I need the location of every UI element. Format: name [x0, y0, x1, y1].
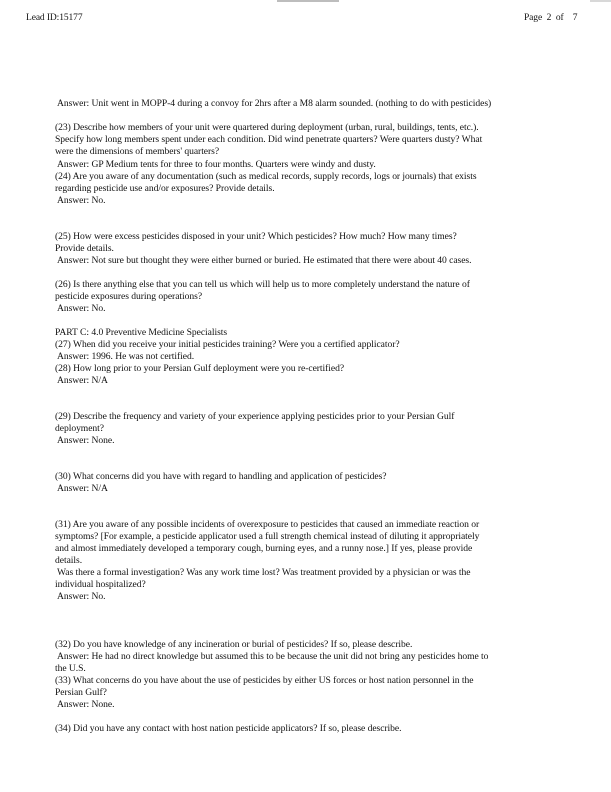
text-line: Answer: None. [57, 435, 115, 446]
text-line: Answer: Not sure but thought they were either burned or buried. He estimated that there were about 40 cases. [57, 255, 472, 266]
text-line: the U.S. [55, 663, 86, 674]
scan-artifact [277, 0, 339, 2]
text-line: (27) When did you receive your initial pesticides training? Were you a certified applicator? [55, 339, 400, 350]
text-line: Answer: Unit went in MOPP-4 during a convoy for 2hrs after a M8 alarm sounded. (nothing to do with pesticides) [57, 98, 492, 109]
text-line: Answer: No. [57, 195, 106, 206]
text-line: (33) What concerns do you have about the use of pesticides by either US forces or host nation personnel in the [55, 675, 474, 686]
text-line: deployment? [55, 423, 105, 434]
text-line: (28) How long prior to your Persian Gulf deployment were you re-certified? [55, 363, 345, 374]
page-total: 7 [572, 13, 578, 23]
text-line: Specify how long members spent under each condition. Did wind penetrate quarters? Were quarters dusty? What [55, 134, 483, 145]
text-line: PART C: 4.0 Preventive Medicine Specialists [55, 327, 228, 338]
text-line: and almost immediately developed a temporary cough, burning eyes, and a runny nose.] If yes, please provide [55, 543, 473, 554]
text-line: were the dimensions of members' quarters? [55, 146, 220, 157]
text-line: Answer: No. [57, 591, 106, 602]
of-label: of [555, 13, 564, 23]
text-line: Answer: N/A [57, 375, 108, 386]
text-line: Answer: N/A [57, 483, 108, 494]
page-number: 2 [546, 13, 552, 23]
text-line: (26) Is there anything else that you can tell us which will help us to more completely understand the nature of [55, 279, 470, 290]
text-line: (23) Describe how members of your unit were quartered during deployment (urban, rural, buildings, tents, etc.). [55, 122, 479, 133]
text-line: Answer: He had no direct knowledge but assumed this to be because the unit did not bring any pesticides home to [57, 651, 489, 662]
text-line: (25) How were excess pesticides disposed in your unit? Which pesticides? How much? How many times? [55, 231, 457, 242]
text-line: pesticide exposures during operations? [55, 291, 203, 302]
text-line: symptoms? [For example, a pesticide applicator used a full strength chemical instead of diluting it appropriately [55, 531, 480, 542]
text-line: Answer: None. [57, 699, 115, 710]
text-line: (31) Are you aware of any possible incidents of overexposure to pesticides that caused an immediate reaction or [55, 519, 480, 530]
text-line: Persian Gulf? [55, 687, 107, 698]
page-indicator [524, 13, 577, 23]
text-line: Was there a formal investigation? Was any work time lost? Was treatment provided by a physician or was the [57, 567, 471, 578]
text-line: (29) Describe the frequency and variety of your experience applying pesticides prior to your Persian Gulf [55, 411, 455, 422]
text-line: Provide details. [55, 243, 114, 254]
page-label: Page [524, 13, 543, 23]
text-line: regarding pesticide use and/or exposures? Provide details. [55, 183, 275, 194]
text-line: (30) What concerns did you have with regard to handling and application of pesticides? [55, 471, 387, 482]
text-line: Answer: No. [57, 303, 106, 314]
scan-artifact [590, 0, 611, 2]
lead-id: Lead ID:15177 [26, 13, 83, 23]
text-line: (32) Do you have knowledge of any incineration or burial of pesticides? If so, please describe. [55, 639, 413, 650]
text-line: Answer: GP Medium tents for three to four months. Quarters were windy and dusty. [57, 159, 376, 170]
text-line: Answer: 1996. He was not certified. [57, 351, 195, 362]
text-line: (24) Are you aware of any documentation (such as medical records, supply records, logs or journals) that exists [55, 171, 477, 182]
text-line: details. [55, 555, 83, 566]
text-line: individual hospitalized? [55, 579, 146, 590]
text-line: (34) Did you have any contact with host nation pesticide applicators? If so, please describe. [55, 723, 402, 734]
